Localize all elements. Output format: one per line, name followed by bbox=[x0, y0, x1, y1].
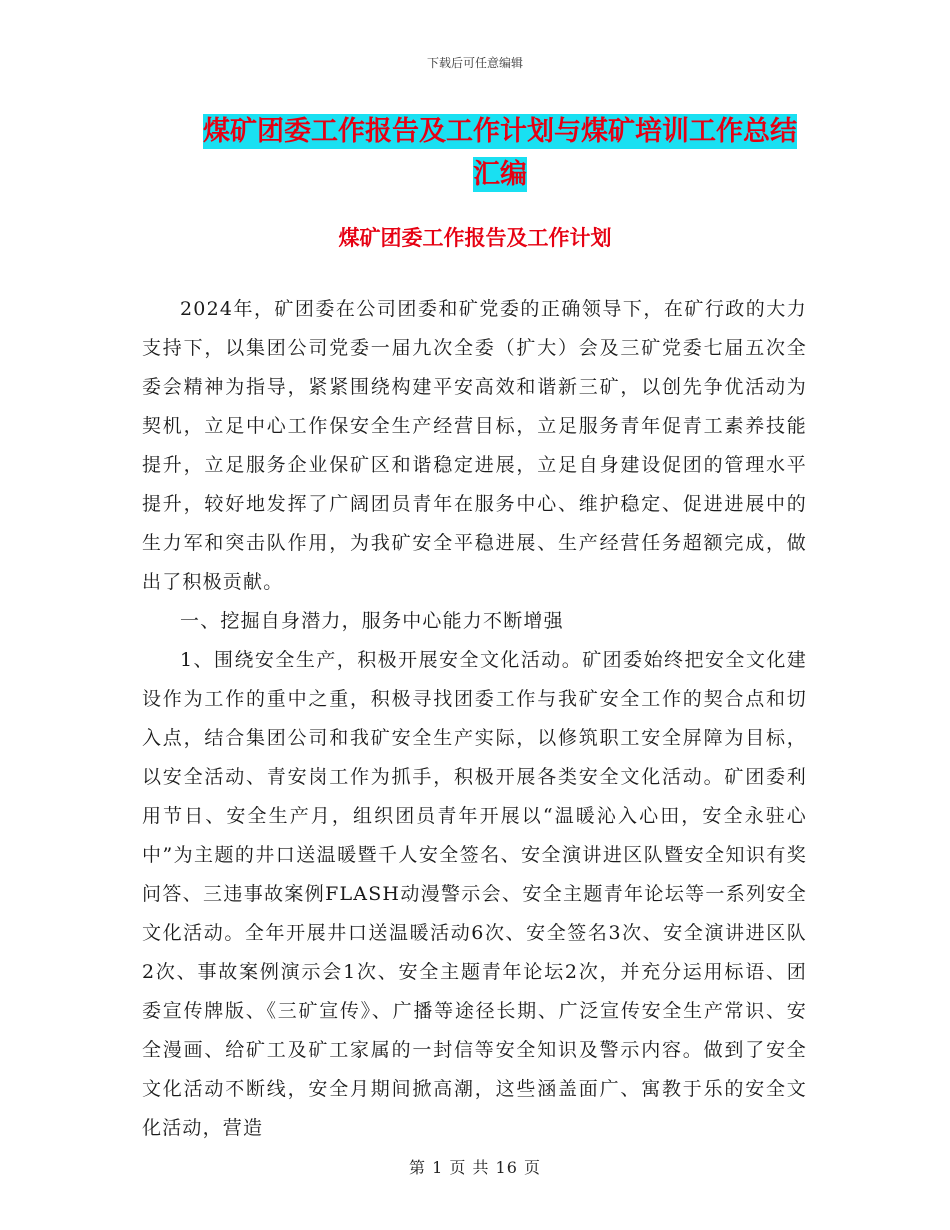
paragraph-heading-1: 一、挖掘自身潜力，服务中心能力不断增强 bbox=[180, 610, 564, 632]
body-text bbox=[142, 290, 807, 1148]
document-title-text: 煤矿团委工作报告及工作计划与煤矿培训工作总结汇编 bbox=[203, 116, 797, 190]
document-title bbox=[190, 110, 810, 196]
header-note: 下载后可任意编辑 bbox=[426, 56, 523, 70]
page-footer: 第 1 页 共 16 页 bbox=[409, 1158, 541, 1177]
paragraph-safety-culture: 1、围绕安全生产，积极开展安全文化活动。矿团委始终把安全文化建设作为工作的重中之重，积极寻找团委工作与我矿安全工作的契合点和切入点，结合集团公司和我矿安全生产实际，以修筑职工安全屏障为目标，以安全活动、青安岗工作为抓手，积极开展各类安全文化活动。矿团委利用节日、安全生产月，组织团员青年开展以“温暖沁入心田，安全永驻心中”为主题的井口送温暖暨千人安全签名、安全演讲进区队暨安全知识有奖问答、三违事故案例FLASH动漫警示会、安全主题青年论坛等一系列安全文化活动。全年开展井口送温暖活动6次、安全签名3次、安全演讲进区队2次、事故案例演示会1次、安全主题青年论坛2次，并充分运用标语、团委宣传牌版、《三矿宣传》、广播等途径长期、广泛宣传安全生产常识、安全漫画、给矿工及矿工家属的一封信等安全知识及警示内容。做到了安全文化活动不断线，安全月期间掀高潮，这些涵盖面广、寓教于乐的安全文化活动，营造 bbox=[142, 649, 807, 1139]
section-title: 煤矿团委工作报告及工作计划 bbox=[338, 225, 612, 250]
paragraph-intro: 2024年，矿团委在公司团委和矿党委的正确领导下，在矿行政的大力支持下，以集团公司党委一届九次全委（扩大）会及三矿党委七届五次全委会精神为指导，紧紧围绕构建平安高效和谐新三矿，以创先争优活动为契机，立足中心工作保安全生产经营目标，立足服务青年促青工素养技能提升，立足服务企业保矿区和谐稳定进展，立足自身建设促团的管理水平提升，较好地发挥了广阔团员青年在服务中心、维护稳定、促进进展中的生力军和突击队作用，为我矿安全平稳进展、生产经营任务超额完成，做出了积极贡献。 bbox=[142, 298, 807, 593]
